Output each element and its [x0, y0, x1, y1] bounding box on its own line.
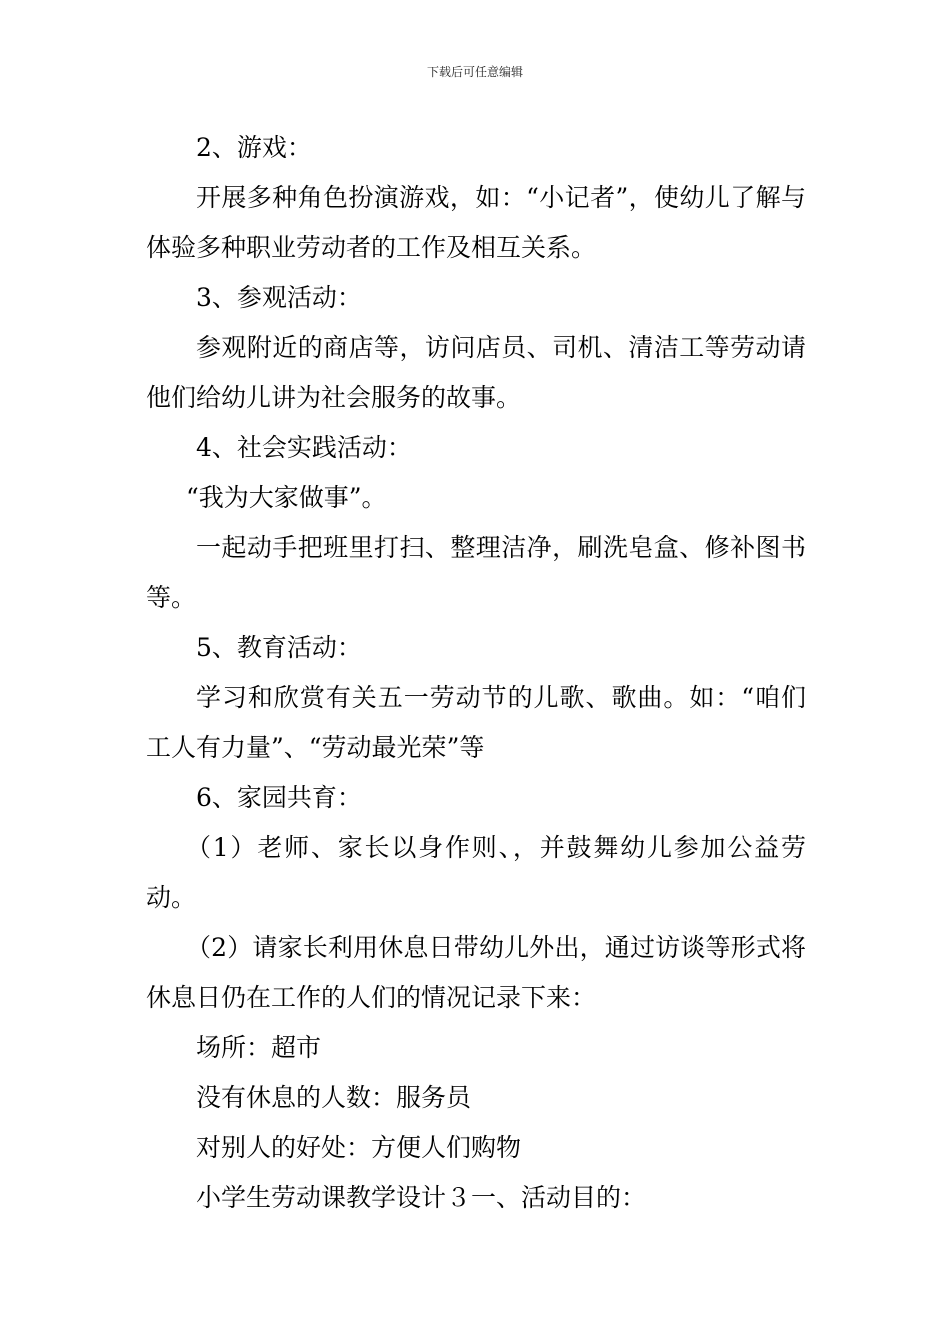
paragraph-place: 场所：超市 [196, 1033, 322, 1062]
paragraph-family-item-1: （1）老师、家长以身作则、，并鼓舞幼儿参加公益劳动。 [146, 833, 806, 912]
paragraph-workers: 没有休息的人数：服务员 [196, 1083, 472, 1112]
paragraph-visit-heading: 3、参观活动： [196, 283, 362, 312]
paragraph-practice-heading: 4、社会实践活动： [196, 433, 412, 462]
paragraph-practice-title: “我为大家做事”。 [186, 483, 387, 512]
paragraph-education-body: 学习和欣赏有关五一劳动节的儿歌、歌曲。如：“咱们工人有力量”、“劳动最光荣”等 [146, 683, 806, 762]
page-header: 下载后可任意编辑 [426, 65, 523, 79]
document-body [146, 123, 806, 1223]
paragraph-family-item-2: （2）请家长利用休息日带幼儿外出，通过访谈等形式将休息日仍在工作的人们的情况记录下来： [146, 933, 806, 1012]
paragraph-game-heading: 2、游戏： [196, 133, 312, 162]
paragraph-visit-body: 参观附近的商店等，访问店员、司机、清洁工等劳动请他们给幼儿讲为社会服务的故事。 [146, 333, 806, 412]
paragraph-benefit: 对别人的好处：方便人们购物 [196, 1133, 522, 1162]
paragraph-practice-body: 一起动手把班里打扫、整理洁净，刷洗皂盒、修补图书等。 [146, 533, 806, 612]
paragraph-game-body: 开展多种角色扮演游戏，如：“小记者”，使幼儿了解与体验多种职业劳动者的工作及相互关系。 [146, 183, 806, 262]
paragraph-education-heading: 5、教育活动： [196, 633, 362, 662]
paragraph-next-section: 小学生劳动课教学设计３一、活动目的： [196, 1183, 647, 1212]
paragraph-family-heading: 6、家园共育： [196, 783, 362, 812]
